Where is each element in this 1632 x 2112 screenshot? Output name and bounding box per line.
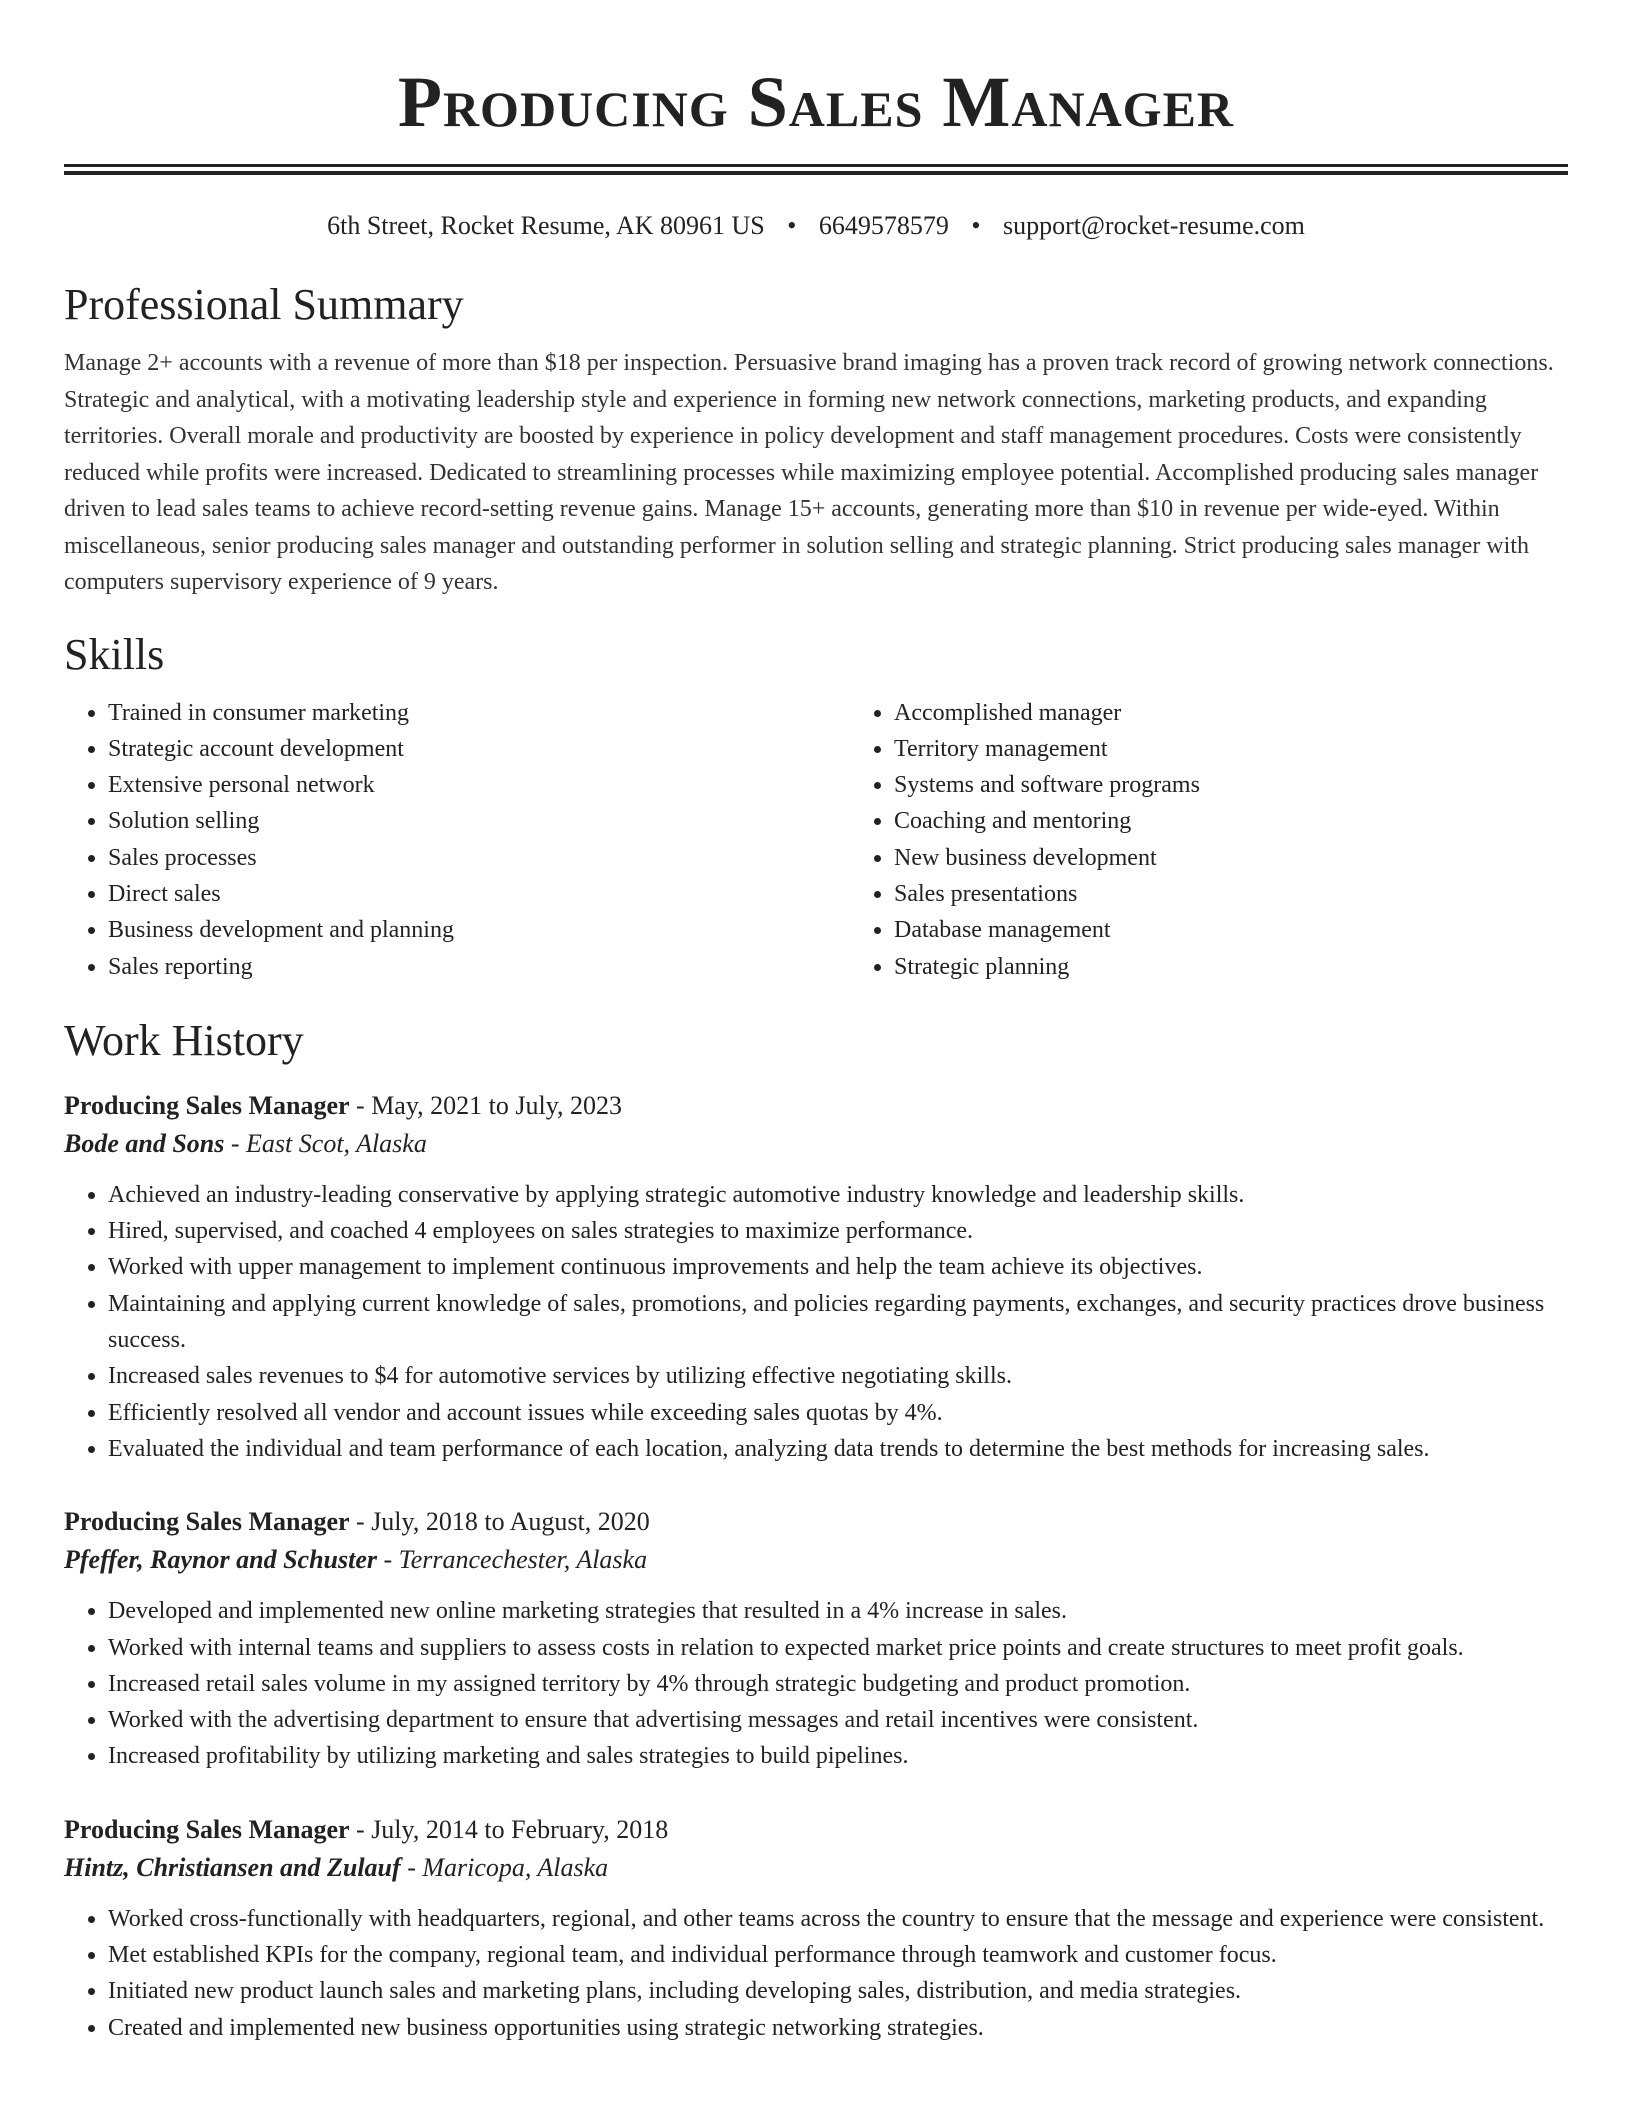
job-bullet: • Maintaining and applying current knowledge of sales, promotions, and policies regarding payments, exchanges, and security practices drove business success. [108, 1286, 1568, 1359]
job-dates: - May, 2021 to July, 2023 [349, 1090, 623, 1120]
job-bullet: • Met established KPIs for the company, regional team, and individual performance through teamwork and customer focus. [108, 1937, 1568, 1973]
job-bullets [64, 1177, 1568, 1467]
job-bullets [64, 1593, 1568, 1774]
work-history-heading: Work History [64, 1015, 304, 1065]
job-bullet: • Hired, supervised, and coached 4 employees on sales strategies to maximize performance. [108, 1213, 1568, 1249]
job-bullet: • Initiated new product launch sales and marketing plans, including developing sales, distribution, and media strategies. [108, 1973, 1568, 2009]
job-entry [64, 1811, 1568, 2046]
skill-item: • Systems and software programs [894, 767, 1568, 803]
job-bullet: • Created and implemented new business opportunities using strategic networking strategies. [108, 2010, 1568, 2046]
job-employer: Pfeffer, Raynor and Schuster [64, 1545, 377, 1575]
job-bullet: • Increased sales revenues to $4 for automotive services by utilizing effective negotiating skills. [108, 1358, 1568, 1394]
header-divider [64, 164, 1568, 167]
skill-item: • Territory management [894, 731, 1568, 767]
contact-separator: • [787, 211, 797, 240]
skills-list-right [850, 695, 1568, 985]
contact-phone: 6649578579 [818, 211, 949, 240]
job-role: Producing Sales Manager [64, 1090, 350, 1120]
job-bullet: • Developed and implemented new online marketing strategies that resulted in a 4% increase in sales. [108, 1593, 1568, 1629]
job-bullet: • Increased retail sales volume in my assigned territory by 4% through strategic budgeting and product promotion. [108, 1666, 1568, 1702]
skill-item: • Direct sales [108, 876, 850, 912]
job-dates: - July, 2018 to August, 2020 [349, 1507, 650, 1537]
contact-separator: • [971, 211, 981, 240]
job-bullet: • Evaluated the individual and team performance of each location, analyzing data trends to determine the best methods for increasing sales. [108, 1431, 1568, 1467]
job-employer-line [64, 1849, 1568, 1887]
job-bullet: • Worked cross-functionally with headquarters, regional, and other teams across the country to ensure that the message and experience were consistent. [108, 1901, 1568, 1937]
job-employer-line [64, 1541, 1568, 1579]
contact-address: 6th Street, Rocket Resume, AK 80961 US [327, 211, 765, 240]
job-employer-line [64, 1125, 1568, 1163]
job-bullet: • Efficiently resolved all vendor and account issues while exceeding sales quotas by 4%. [108, 1395, 1568, 1431]
job-role: Producing Sales Manager [64, 1507, 350, 1537]
summary-text: Manage 2+ accounts with a revenue of more than $18 per inspection. Persuasive brand imaging has a proven track record of growing network connections. Strategic and analytical, with a motivating leadership style and experience in forming new network connections, marketing products, and expanding territories. Overall morale and productivity are boosted by experience in policy development and staff management procedures. Costs were consistently reduced while profits were increased. Dedicated to streamlining processes while maximizing employee potential. Accomplished producing sales manager driven to lead sales teams to achieve record-setting revenue gains. Manage 15+ accounts, generating more than $10 in revenue per wide-eyed. Within miscellaneous, senior producing sales manager and outstanding performer in solution selling and strategic planning. Strict producing sales manager with computers supervisory experience of 9 years. [64, 350, 1554, 595]
job-title-line [64, 1087, 1568, 1125]
job-title-line [64, 1503, 1568, 1541]
job-employer: Hintz, Christiansen and Zulauf [64, 1852, 401, 1882]
candidate-name: Producing Sales Manager [397, 62, 1235, 142]
job-bullet: • Achieved an industry-leading conservative by applying strategic automotive industry knowledge and leadership skills. [108, 1177, 1568, 1213]
skill-item: • Coaching and mentoring [894, 803, 1568, 839]
skill-item: • Accomplished manager [894, 695, 1568, 731]
skill-item: • Solution selling [108, 803, 850, 839]
skill-item: • Sales reporting [108, 949, 850, 985]
skills-section [64, 627, 1568, 985]
job-location: - Terrancechester, Alaska [377, 1545, 648, 1575]
skill-item: • Sales presentations [894, 876, 1568, 912]
job-bullet: • Worked with the advertising department to ensure that advertising messages and retail incentives were consistent. [108, 1702, 1568, 1738]
skills-heading: Skills [64, 629, 165, 679]
summary-section [64, 277, 1568, 601]
job-bullet: • Worked with internal teams and suppliers to assess costs in relation to expected market price points and create structures to meet profit goals. [108, 1630, 1568, 1666]
job-role: Producing Sales Manager [64, 1814, 350, 1844]
job-bullet: • Worked with upper management to implement continuous improvements and help the team achieve its objectives. [108, 1249, 1568, 1285]
skill-item: • Strategic planning [894, 949, 1568, 985]
skill-item: • Strategic account development [108, 731, 850, 767]
skill-item: • Sales processes [108, 840, 850, 876]
skill-item: • Business development and planning [108, 912, 850, 948]
job-dates: - July, 2014 to February, 2018 [349, 1814, 669, 1844]
job-employer: Bode and Sons [64, 1128, 225, 1158]
skill-item: • Database management [894, 912, 1568, 948]
job-bullets [64, 1901, 1568, 2046]
job-entry [64, 1503, 1568, 1774]
skill-item: • New business development [894, 840, 1568, 876]
summary-heading: Professional Summary [64, 280, 464, 329]
job-location: - Maricopa, Alaska [400, 1852, 609, 1882]
job-location: - East Scot, Alaska [224, 1128, 427, 1158]
skill-item: • Trained in consumer marketing [108, 695, 850, 731]
skills-columns [64, 695, 1568, 985]
contact-line [64, 209, 1568, 243]
contact-email: support@rocket-resume.com [1002, 211, 1305, 240]
skills-list-left [64, 695, 850, 985]
work-history-section [64, 1013, 1568, 2046]
skill-item: • Extensive personal network [108, 767, 850, 803]
job-title-line [64, 1811, 1568, 1849]
job-entry [64, 1087, 1568, 1467]
job-bullet: • Increased profitability by utilizing marketing and sales strategies to build pipelines. [108, 1738, 1568, 1774]
